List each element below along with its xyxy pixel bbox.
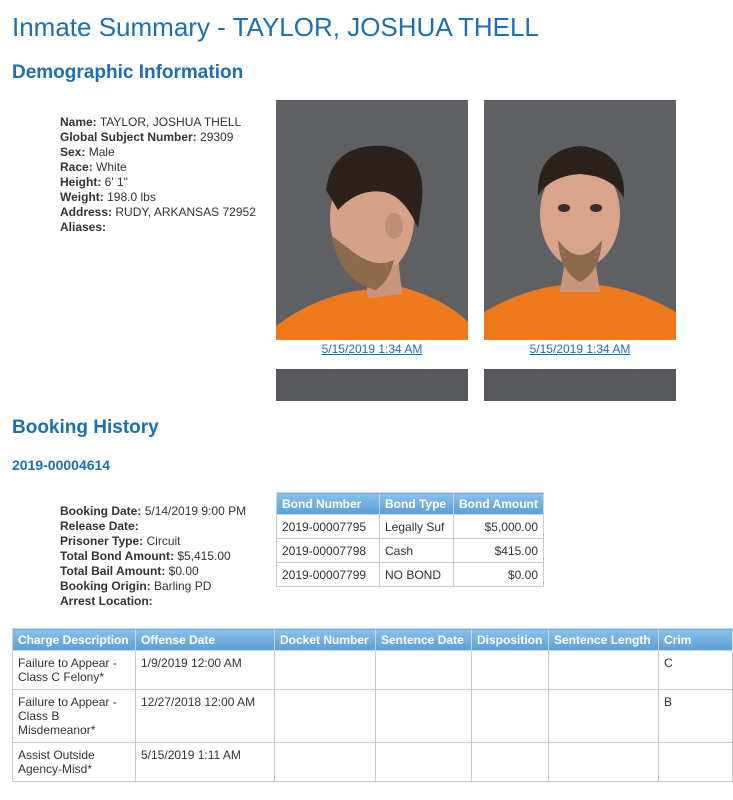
booking-number: 2019-00004614 [12,457,111,473]
charge-row [13,651,733,690]
demographic-info [60,115,256,235]
sentence-length-column-header[interactable]: Sentence Length [549,629,659,651]
crime-class-cell: C [659,651,733,690]
charge-row [13,743,733,782]
global-subject-number-row: Global Subject Number: 29309 [60,130,234,144]
offense-date-cell: 1/9/2019 12:00 AM [136,651,275,690]
sex-row: Sex: Male [60,145,115,159]
page-title: Inmate Summary - TAYLOR, JOSHUA THELL [12,12,539,42]
additional-photo-2[interactable] [484,369,676,401]
crime-class-column-header[interactable]: Crim [659,629,733,651]
bond-type-cell: Legally Suf [380,515,454,539]
bond-type-cell: NO BOND [380,563,454,587]
prisoner-type-row: Prisoner Type: Circuit [60,534,181,548]
demographic-heading: Demographic Information [12,62,244,83]
docket-number-cell [275,743,376,782]
mugshot-profile[interactable] [276,100,468,340]
total-bond-amount-row: Total Bond Amount: $5,415.00 [60,549,231,563]
booking-history-heading: Booking History [12,417,159,438]
charge-description-column-header[interactable]: Charge Description [13,629,136,651]
arrest-location-row: Arrest Location: [60,594,153,608]
aliases-row: Aliases: [60,220,107,234]
bond-number-cell: 2019-00007798 [277,539,380,563]
offense-date-cell: 12/27/2018 12:00 AM [136,690,275,743]
bond-number-cell: 2019-00007799 [277,563,380,587]
release-date-row: Release Date: [60,519,139,533]
bond-number-cell: 2019-00007795 [277,515,380,539]
charge-description-cell: Assist Outside Agency-Misd* [13,743,136,782]
bond-amount-cell: $0.00 [454,563,544,587]
height-row: Height: 6' 1" [60,175,128,189]
race-row: Race: White [60,160,127,174]
disposition-cell [472,743,549,782]
booking-info [60,504,246,609]
charge-description-cell: Failure to Appear - Class B Misdemeanor* [13,690,136,743]
disposition-cell [472,690,549,743]
sentence-length-cell [549,690,659,743]
disposition-column-header[interactable]: Disposition [472,629,549,651]
bond-type-column-header[interactable]: Bond Type [380,493,454,515]
bond-row [277,563,544,587]
bond-amount-cell: $5,000.00 [454,515,544,539]
bond-table-header-row [277,493,544,515]
bond-row [277,515,544,539]
offense-date-column-header[interactable]: Offense Date [136,629,275,651]
bond-number-column-header[interactable]: Bond Number [277,493,380,515]
docket-number-column-header[interactable]: Docket Number [275,629,376,651]
bond-type-cell: Cash [380,539,454,563]
docket-number-cell [275,690,376,743]
sentence-date-cell [376,690,472,743]
bond-table [276,492,544,587]
charges-table-header-row [13,629,733,651]
mugshot-front[interactable] [484,100,676,340]
sentence-date-cell [376,743,472,782]
bond-amount-column-header[interactable]: Bond Amount [454,493,544,515]
sentence-length-cell [549,651,659,690]
bond-amount-cell: $415.00 [454,539,544,563]
charges-table [12,628,733,782]
mugshot-profile-image [276,100,468,340]
disposition-cell [472,651,549,690]
crime-class-cell: B [659,690,733,743]
charge-row [13,690,733,743]
docket-number-cell [275,651,376,690]
weight-row: Weight: 198.0 lbs [60,190,156,204]
total-bail-amount-row: Total Bail Amount: $0.00 [60,564,199,578]
booking-date-row: Booking Date: 5/14/2019 9:00 PM [60,504,247,518]
additional-photo-1[interactable] [276,369,468,401]
mugshot-front-timestamp-link[interactable]: 5/15/2019 1:34 AM [529,342,631,356]
booking-origin-row: Booking Origin: Barling PD [60,579,212,593]
sentence-length-cell [549,743,659,782]
bond-row [277,539,544,563]
sentence-date-column-header[interactable]: Sentence Date [376,629,472,651]
charge-description-cell: Failure to Appear - Class C Felony* [13,651,136,690]
mugshot-front-image [484,100,676,340]
name-row: Name: TAYLOR, JOSHUA THELL [60,115,242,129]
address-row: Address: RUDY, ARKANSAS 72952 [60,205,256,219]
offense-date-cell: 5/15/2019 1:11 AM [136,743,275,782]
sentence-date-cell [376,651,472,690]
charges-table-container[interactable] [12,628,692,800]
mugshot-profile-timestamp-link[interactable]: 5/15/2019 1:34 AM [321,342,423,356]
crime-class-cell [659,743,733,782]
